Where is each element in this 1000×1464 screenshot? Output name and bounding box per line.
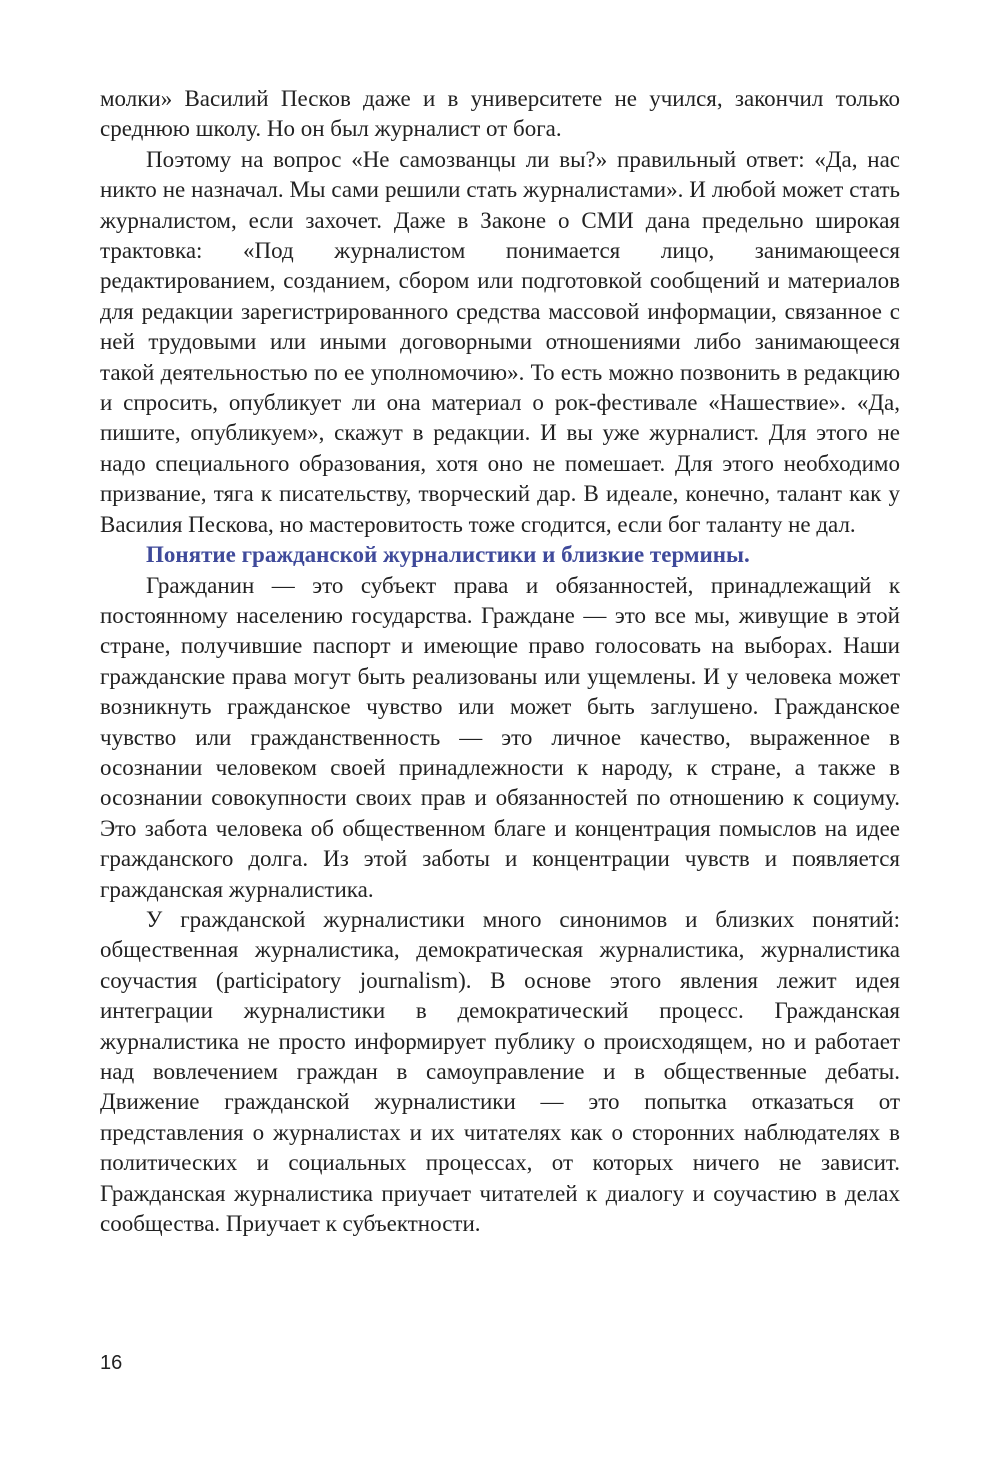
- paragraph-self-appointed: Поэтому на вопрос «Не самозванцы ли вы?» правильный ответ: «Да, нас никто не назначал. Мы сами решили стать журналистами». И любой может стать журналистом, если захочет. Даже в Законе о СМИ дана предельно широкая трактовка: «Под журналистом понимается лицо, занимающееся редактированием, созданием, сбором или подготовкой сообщений и материалов для редакции зарегистрированного средства массовой информации, связанное с ней трудовыми или иными договорными отношениями либо занимающееся такой деятельностью по ее уполномочию». То есть можно позвонить в редакцию и спросить, опубликует ли она материал о рок-фестивале «Нашествие». «Да, пишите, опубликуем», скажут в редакции. И вы уже журналист. Для этого не надо специального образования, хотя оно не помешает. Для этого необходимо призвание, тяга к писательству, творческий дар. В идеале, конечно, талант как у Василия Пескова, но мастеровитость тоже сгодится, если бог таланту не дал.: [100, 146, 900, 537]
- paragraph-continued: молки» Василий Песков даже и в университете не учился, закончил только среднюю школу. Но он был журналист от бога.: [100, 86, 900, 142]
- paragraph-synonyms: У гражданской журналистики много синонимов и близких понятий: общественная журналистика, демократическая журналистика, журналистика соучастия (participatory journalism). В основе этого явления лежит идея интеграции журналистики в демократический процесс. Гражданская журналистика не просто информирует публику о происходящем, но и работает над вовлечением граждан в самоуправление и в общественные дебаты. Движение гражданской журналистики — это попытка отказаться от представления о журналистах и их читателях как о сторонних наблюдателях в политических и социальных процессах, от которых ничего не зависит. Гражданская журналистика приучает читателей к диалогу и соучастию в делах сообщества. Приучает к субъектности.: [100, 906, 900, 1237]
- page-body: [100, 84, 900, 1239]
- paragraph-citizen: Гражданин — это субъект права и обязанностей, принадлежащий к постоянному населению государства. Граждане — это все мы, живущие в этой стране, получившие паспорт и имеющие право голосовать на выборах. Наши гражданские права могут быть реализованы или ущемлены. И у человека может возникнуть гражданское чувство или может быть заглушено. Гражданское чувство или гражданственность — это личное качество, выраженное в осознании человеком своей принадлежности к народу, к стране, а также в осознании совокупности своих прав и обязанностей по отношению к социуму. Это забота человека об общественном благе и концентрация помыслов на идее гражданского долга. Из этой заботы и концентрации чувств и появляется гражданская журналистика.: [100, 572, 900, 902]
- section-heading: Понятие гражданской журналистики и близкие термины.: [146, 542, 750, 568]
- page-number: 16: [100, 1352, 123, 1374]
